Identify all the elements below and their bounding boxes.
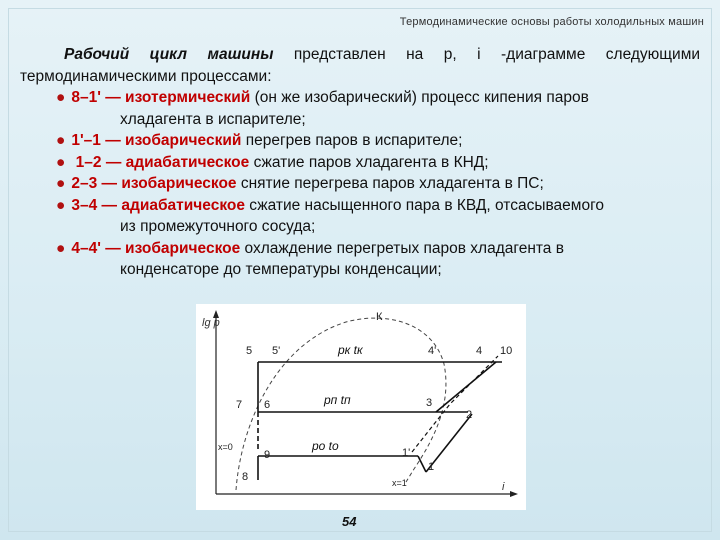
point-label-9: 9 <box>264 449 271 461</box>
process-line <box>56 175 544 192</box>
intro-emphasis: Рабочий цикл машины <box>64 46 274 63</box>
process-term: адиабатическое <box>121 196 245 214</box>
pi-diagram <box>196 304 526 510</box>
process-label: 8–1' — <box>71 89 126 106</box>
process-text: снятие перегрева паров хладагента в ПС; <box>236 175 544 192</box>
slide-body <box>20 44 700 281</box>
point-label-7: 7 <box>236 399 243 411</box>
point-label-3: 3 <box>426 397 433 409</box>
point-label-4: 4 <box>476 345 483 357</box>
process-text: перегрев паров в испарителе; <box>241 132 463 149</box>
process-line <box>56 89 589 106</box>
bullet-icon: ● <box>56 153 66 171</box>
process-continuation: хладагента в испарителе; <box>120 110 306 128</box>
bullet-icon: ● <box>56 196 66 214</box>
intro-rest: представлен на p, i -диаграмме следующими термодинамическими процессами: <box>20 46 701 85</box>
point-label-2: 2 <box>466 409 473 421</box>
process-continuation: конденсаторе до температуры конденсации; <box>120 261 442 278</box>
process-item <box>20 152 700 174</box>
page-number: 54 <box>342 514 357 529</box>
process-line <box>56 197 604 214</box>
process-line <box>56 240 564 257</box>
bullet-icon: ● <box>56 89 66 106</box>
slide-header: Термодинамические основы работы холодильных машин <box>399 16 704 28</box>
x-axis-label: i <box>502 481 505 493</box>
condenser-pressure-label: pк tк <box>338 343 363 357</box>
y-axis-label: lg p <box>202 317 220 329</box>
process-term: изобарическое <box>125 239 241 257</box>
point-label-6: 6 <box>264 399 271 411</box>
point-label-8: 8 <box>242 471 249 483</box>
process-line <box>56 132 462 149</box>
process-label: 3–4 — <box>71 196 122 214</box>
bullet-icon: ● <box>56 239 66 257</box>
point-label-5: 5 <box>246 345 253 357</box>
process-term: изобарическое <box>121 175 237 192</box>
process-label: 1–2 — <box>71 153 126 171</box>
point-label-10: 10 <box>500 345 513 357</box>
process-term: изотермический <box>125 89 251 106</box>
point-label-5p: 5' <box>272 345 281 357</box>
bullet-icon: ● <box>56 175 66 192</box>
process-term: изобарический <box>125 132 242 149</box>
process-item <box>20 238 700 281</box>
process-item <box>20 195 700 238</box>
process-text: сжатие насыщенного пара в КВД, отсасываемого <box>244 196 604 214</box>
process-item <box>20 130 700 152</box>
critical-point-label: К <box>376 311 383 323</box>
point-label-1: 1 <box>428 461 435 473</box>
quality-label-x0: x=0 <box>218 442 233 452</box>
process-term: адиабатическое <box>125 153 250 171</box>
evaporator-pressure-label: pо tо <box>312 439 339 453</box>
process-text: сжатие паров хладагента в КНД; <box>249 153 489 171</box>
process-label: 4–4' — <box>71 239 126 257</box>
process-text: охлаждение перегретых паров хладагента в <box>240 239 564 257</box>
point-label-1p: 1' <box>402 447 411 459</box>
process-continuation: из промежуточного сосуда; <box>120 218 316 235</box>
quality-label-x1: x=1 <box>392 478 407 488</box>
process-list <box>20 87 700 281</box>
process-text: (он же изобарический) процесс кипения паров <box>250 89 589 106</box>
process-item <box>20 173 700 195</box>
process-line <box>56 154 489 171</box>
intermediate-pressure-label: pп tп <box>324 393 351 407</box>
point-label-4p: 4' <box>428 345 437 357</box>
process-label: 2–3 — <box>71 175 122 192</box>
bullet-icon: ● <box>56 132 66 149</box>
intro-paragraph <box>20 44 700 87</box>
process-label: 1'–1 — <box>71 132 126 149</box>
process-item <box>20 87 700 130</box>
